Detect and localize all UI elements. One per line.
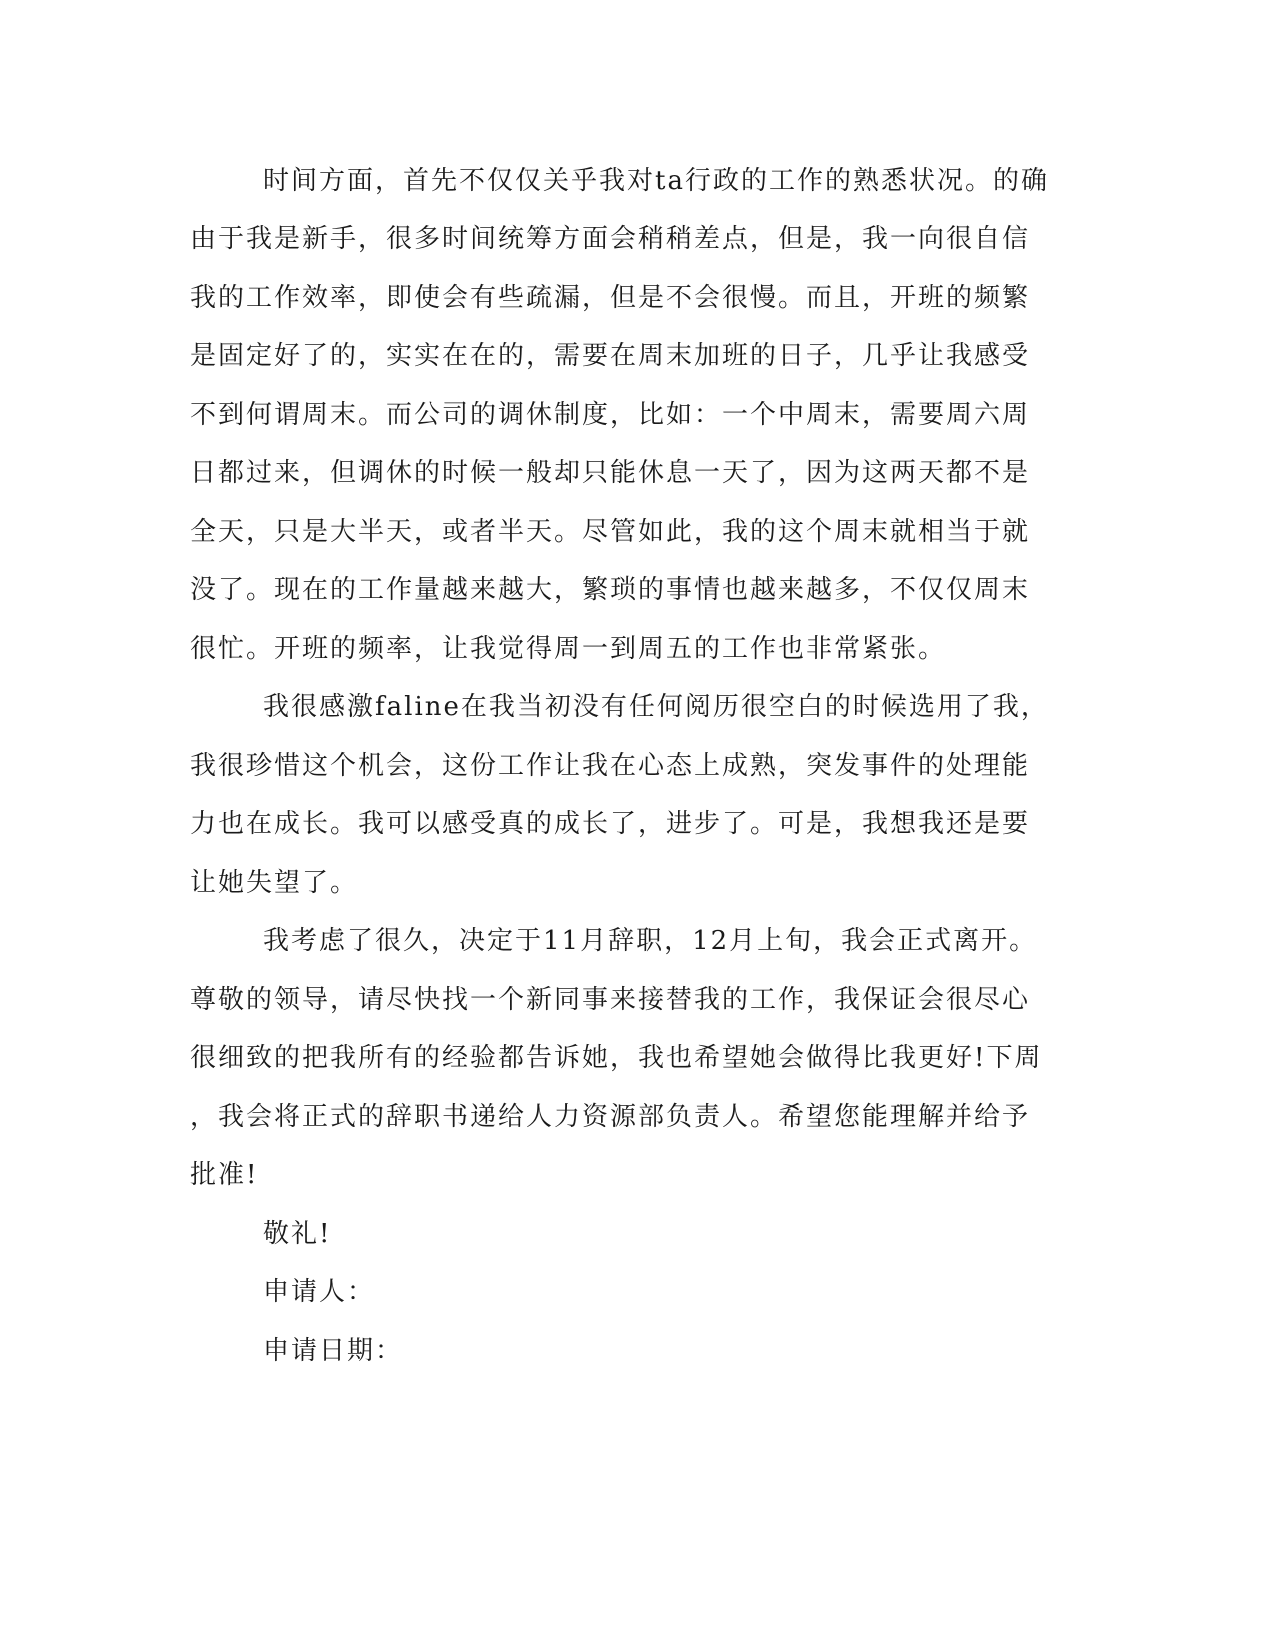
paragraph-2-line-3: 力也在成长。我可以感受真的成长了，进步了。可是，我想我还是要 bbox=[190, 809, 1031, 839]
paragraph-2-line-1: 我很感激faline在我当初没有任何阅历很空白的时候选用了我， bbox=[263, 692, 1049, 722]
application-date-label: 申请日期： bbox=[263, 1336, 404, 1366]
paragraph-1-line-1: 时间方面，首先不仅仅关乎我对ta行政的工作的熟悉状况。的确 bbox=[263, 166, 1049, 196]
paragraph-2-line-2: 我很珍惜这个机会，这份工作让我在心态上成熟，突发事件的处理能 bbox=[190, 751, 1031, 781]
paragraph-1-line-4: 是固定好了的，实实在在的，需要在周末加班的日子，几乎让我感受 bbox=[190, 341, 1031, 371]
paragraph-2-line-4: 让她失望了。 bbox=[190, 868, 359, 898]
paragraph-3-line-2: 尊敬的领导，请尽快找一个新同事来接替我的工作，我保证会很尽心 bbox=[190, 985, 1031, 1015]
paragraph-1-line-7: 全天，只是大半天，或者半天。尽管如此，我的这个周末就相当于就 bbox=[190, 517, 1031, 547]
paragraph-1-line-2: 由于我是新手，很多时间统筹方面会稍稍差点，但是，我一向很自信 bbox=[190, 224, 1031, 254]
paragraph-3-line-1: 我考虑了很久，决定于11月辞职，12月上旬，我会正式离开。 bbox=[263, 926, 1038, 956]
paragraph-1-line-6: 日都过来，但调休的时候一般却只能休息一天了，因为这两天都不是 bbox=[190, 458, 1031, 488]
paragraph-3-line-5: 批准! bbox=[190, 1160, 259, 1190]
closing-salutation: 敬礼! bbox=[263, 1219, 332, 1249]
paragraph-1-line-8: 没了。现在的工作量越来越大，繁琐的事情也越来越多，不仅仅周末 bbox=[190, 575, 1031, 605]
paragraph-3-line-4: ，我会将正式的辞职书递给人力资源部负责人。希望您能理解并给予 bbox=[190, 1102, 1031, 1132]
applicant-label: 申请人： bbox=[263, 1277, 376, 1307]
paragraph-1-line-5: 不到何谓周末。而公司的调休制度，比如：一个中周末，需要周六周 bbox=[190, 400, 1031, 430]
paragraph-1-line-3: 我的工作效率，即使会有些疏漏，但是不会很慢。而且，开班的频繁 bbox=[190, 283, 1031, 313]
paragraph-1-line-9: 很忙。开班的频率，让我觉得周一到周五的工作也非常紧张。 bbox=[190, 634, 947, 664]
paragraph-3-line-3: 很细致的把我所有的经验都告诉她，我也希望她会做得比我更好!下周 bbox=[190, 1043, 1043, 1073]
